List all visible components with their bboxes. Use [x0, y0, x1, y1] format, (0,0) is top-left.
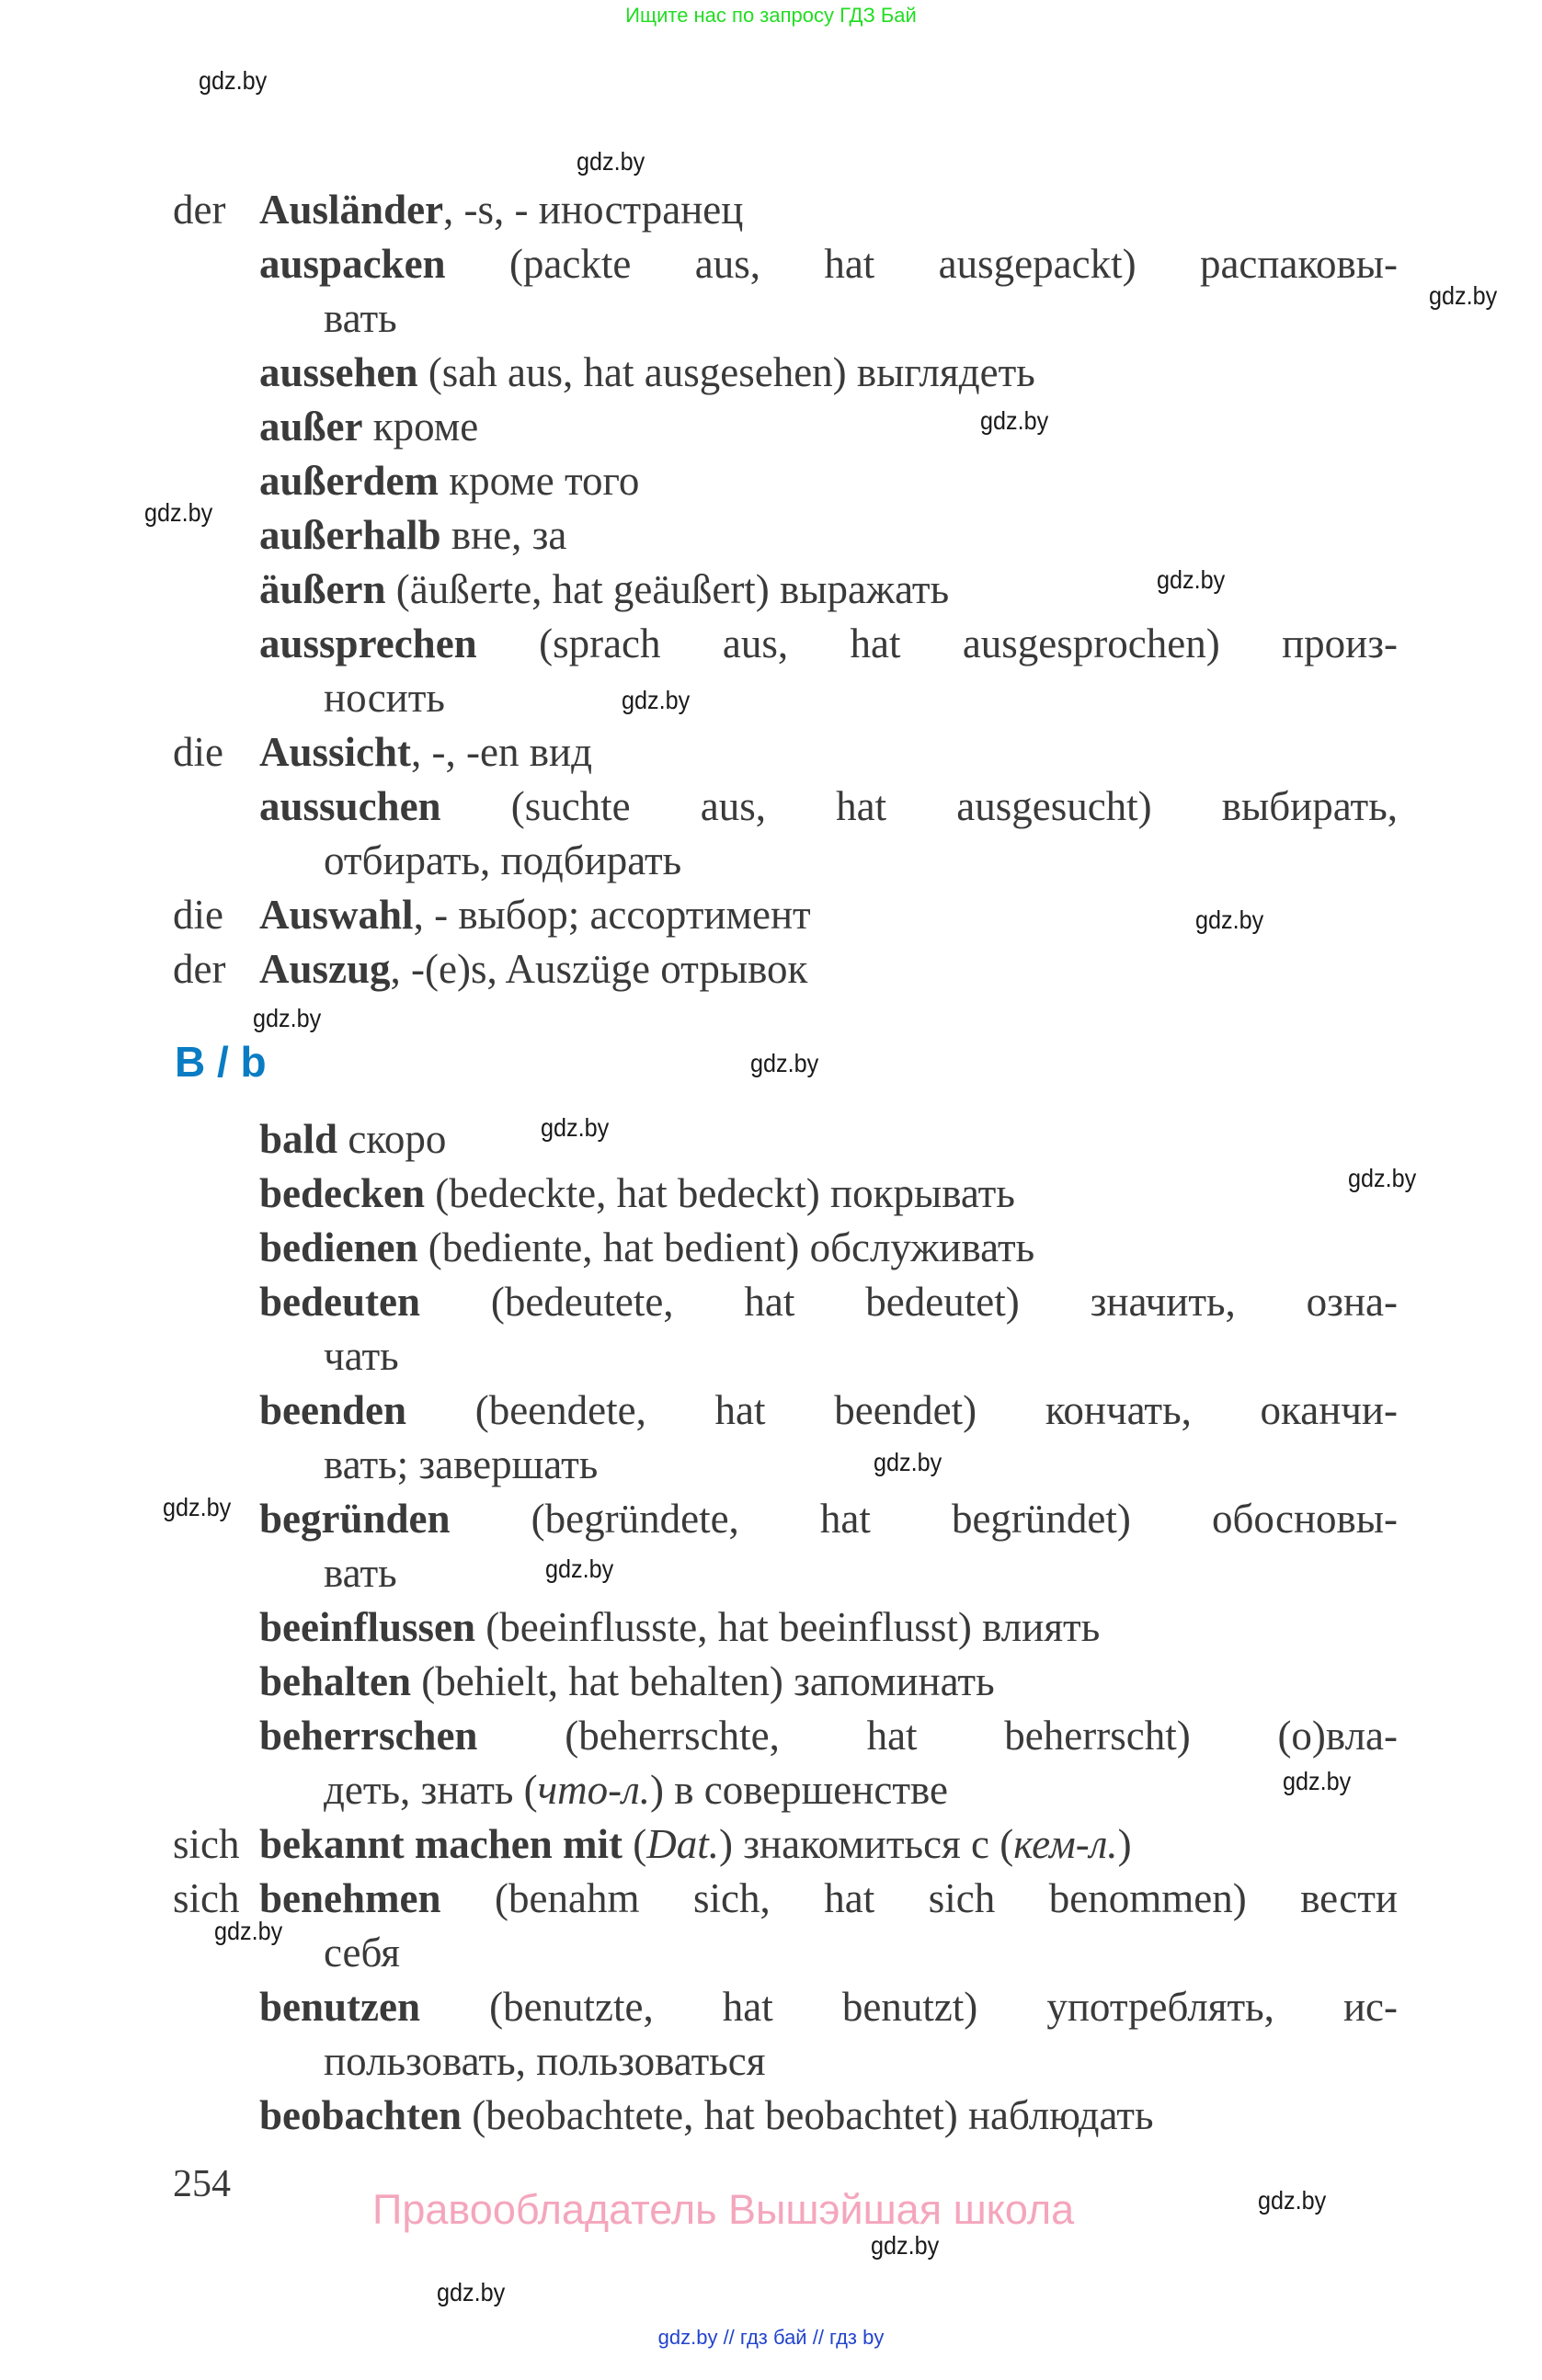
watermark: gdz.by — [214, 1917, 283, 1945]
watermark: gdz.by — [1258, 2186, 1327, 2215]
entry-body — [259, 400, 1398, 454]
dictionary-entry — [0, 1600, 1542, 1655]
entry-text: ( — [623, 1821, 647, 1867]
dictionary-entry — [0, 183, 1542, 237]
entry-text: (benutzte, hat benutzt) употреблять, ис- — [420, 1984, 1398, 2030]
entry-text: (äußerte, hat geäußert) выражать — [385, 566, 950, 612]
entry-text: кроме того — [439, 458, 640, 504]
entry-headword: beherrschen — [259, 1713, 478, 1759]
entry-text: кроме — [362, 404, 479, 450]
entry-body — [324, 291, 1398, 346]
entry-continuation — [0, 834, 1542, 888]
entry-text: , -(e)s, Auszüge отрывок — [390, 946, 808, 992]
entry-body — [259, 2089, 1398, 2143]
entry-body — [259, 563, 1398, 617]
entry-text: вать; завершать — [324, 1441, 599, 1487]
dictionary-entry — [0, 1221, 1542, 1275]
entry-headword: bald — [259, 1116, 338, 1162]
entry-italic-note: Dat. — [646, 1821, 720, 1867]
entry-text: носить — [324, 675, 445, 721]
entry-body — [324, 1438, 1398, 1492]
entry-headword: aussprechen — [259, 621, 477, 666]
entry-body — [259, 1275, 1398, 1329]
entry-text: , - выбор; ассортимент — [413, 892, 811, 938]
entry-headword: aussuchen — [259, 783, 441, 829]
entry-headword: behalten — [259, 1658, 412, 1704]
entry-body — [259, 1112, 1398, 1167]
dictionary-entry — [0, 942, 1542, 996]
entry-body — [324, 834, 1398, 888]
entry-text: (bediente, hat bedient) обслуживать — [417, 1224, 1035, 1270]
copyright-holder: Правообладатель Вышэйшая школа — [372, 2186, 1075, 2233]
entry-headword: benutzen — [259, 1984, 421, 2030]
watermark: gdz.by — [980, 406, 1049, 435]
entry-body — [259, 346, 1398, 400]
entry-text: вать — [324, 295, 397, 341]
entry-text: (beherrschte, hat beherrscht) (о)вла- — [477, 1713, 1398, 1759]
entry-headword: Auswahl — [259, 892, 414, 938]
entry-headword: Aussicht — [259, 729, 412, 775]
entry-text: ) — [1117, 1821, 1132, 1867]
watermark: gdz.by — [622, 686, 691, 714]
entry-body — [259, 1980, 1398, 2034]
entry-body — [259, 1221, 1398, 1275]
watermark: gdz.by — [199, 66, 268, 95]
entry-body — [259, 1817, 1398, 1872]
entry-body — [259, 780, 1398, 834]
entry-text: , -, -en вид — [411, 729, 592, 775]
entry-headword: bekannt machen mit — [259, 1821, 623, 1867]
entry-body — [259, 1709, 1398, 1763]
watermark: gdz.by — [1429, 281, 1498, 310]
watermark: gdz.by — [144, 498, 213, 527]
entry-body — [324, 1926, 1398, 1980]
dictionary-entry — [0, 888, 1542, 942]
dictionary-entry — [0, 400, 1542, 454]
entry-body — [259, 1655, 1398, 1709]
dictionary-entry — [0, 1655, 1542, 1709]
entry-article: die — [173, 892, 223, 938]
entry-text: деть, знать ( — [324, 1767, 538, 1813]
watermark: gdz.by — [1157, 565, 1226, 594]
entry-body — [324, 1763, 1398, 1817]
entry-body — [259, 237, 1398, 291]
entry-headword: begründen — [259, 1496, 451, 1542]
entry-headword: außer — [259, 404, 363, 450]
entry-text: (beobachtete, hat beobachtet) наблюдать — [462, 2092, 1154, 2138]
entry-headword: beeinflussen — [259, 1604, 476, 1650]
entry-article: die — [173, 729, 223, 775]
entry-headword: beobachten — [259, 2092, 463, 2138]
entry-text: (benahm sich, hat sich benommen) вести — [440, 1875, 1398, 1921]
watermark: gdz.by — [1348, 1164, 1417, 1192]
entry-headword: aussehen — [259, 349, 418, 395]
entry-text: (beendete, hat beendet) кончать, оканчи- — [406, 1387, 1398, 1433]
dictionary-entry — [0, 1112, 1542, 1167]
watermark: gdz.by — [874, 1448, 942, 1476]
entry-continuation — [0, 291, 1542, 346]
watermark: gdz.by — [253, 1004, 322, 1032]
dictionary-entry — [0, 508, 1542, 563]
entry-headword: Ausländer — [259, 187, 444, 233]
section-heading-b: B / b — [175, 1038, 267, 1086]
entry-text: ) знакомиться с ( — [719, 1821, 1014, 1867]
watermark: gdz.by — [545, 1554, 614, 1583]
entry-body — [259, 508, 1398, 563]
entry-text: (sah aus, hat ausgesehen) выглядеть — [417, 349, 1035, 395]
entry-text: (bedeutete, hat bedeutet) значить, озна- — [420, 1279, 1398, 1325]
dictionary-entry — [0, 237, 1542, 291]
dictionary-entry — [0, 1492, 1542, 1546]
entry-body — [324, 1329, 1398, 1384]
top-banner: Ищите нас по запросу ГДЗ Бай — [625, 4, 917, 27]
watermark: gdz.by — [750, 1049, 819, 1077]
dictionary-entry — [0, 1275, 1542, 1329]
entry-italic-note: кем-л. — [1013, 1821, 1118, 1867]
dictionary-entry — [0, 346, 1542, 400]
dictionary-entry — [0, 725, 1542, 780]
entry-continuation — [0, 671, 1542, 725]
entry-headword: auspacken — [259, 241, 446, 287]
entry-text: отбирать, подбирать — [324, 837, 682, 883]
entry-text: вне, за — [440, 512, 567, 558]
bottom-links[interactable]: gdz.by // гдз бай // гдз by — [657, 2326, 885, 2349]
entry-body — [259, 183, 1398, 237]
watermark: gdz.by — [1283, 1767, 1352, 1795]
entry-headword: beenden — [259, 1387, 407, 1433]
entry-headword: außerhalb — [259, 512, 441, 558]
entry-italic-note: что-л. — [537, 1767, 650, 1813]
watermark: gdz.by — [577, 147, 645, 176]
entry-body — [259, 617, 1398, 671]
entry-article: der — [173, 187, 226, 233]
entry-text: (beeinflusste, hat beeinflusst) влиять — [475, 1604, 1101, 1650]
entry-headword: benehmen — [259, 1875, 441, 1921]
entry-body — [259, 454, 1398, 508]
entry-headword: bedecken — [259, 1170, 425, 1216]
entry-text: (begründete, hat begründet) обосновы- — [450, 1496, 1398, 1542]
entry-text: себя — [324, 1930, 400, 1976]
entry-body — [259, 1872, 1398, 1926]
entry-text: (sprach aus, hat ausgesprochen) произ- — [476, 621, 1398, 666]
entry-continuation — [0, 1438, 1542, 1492]
entry-headword: Auszug — [259, 946, 391, 992]
dictionary-entry — [0, 780, 1542, 834]
entry-text: чать — [324, 1333, 399, 1379]
dictionary-entry — [0, 1709, 1542, 1763]
entry-headword: bedeuten — [259, 1279, 421, 1325]
watermark: gdz.by — [163, 1493, 232, 1521]
entry-text: вать — [324, 1550, 397, 1596]
entry-body — [259, 1600, 1398, 1655]
dictionary-entry — [0, 1817, 1542, 1872]
entry-article: sich — [173, 1875, 240, 1921]
entry-body — [259, 725, 1398, 780]
entry-text: пользовать, пользоваться — [324, 2038, 766, 2084]
dictionary-entry — [0, 454, 1542, 508]
entry-text: (bedeckte, hat bedeckt) покрывать — [425, 1170, 1015, 1216]
entry-body — [324, 1546, 1398, 1600]
watermark: gdz.by — [541, 1113, 610, 1142]
watermark: gdz.by — [1195, 905, 1264, 934]
dictionary-entry — [0, 617, 1542, 671]
entry-text: (packte aus, hat ausgepackt) распаковы- — [445, 241, 1398, 287]
entry-text: ) в совершенстве — [649, 1767, 948, 1813]
entry-continuation — [0, 2034, 1542, 2089]
watermark: gdz.by — [871, 2231, 940, 2260]
entry-body — [259, 1492, 1398, 1546]
entry-body — [259, 942, 1398, 996]
entry-text: (suchte aus, hat ausgesucht) выбирать, — [440, 783, 1398, 829]
entry-body — [324, 2034, 1398, 2089]
dictionary-entry — [0, 1384, 1542, 1438]
entry-body — [324, 671, 1398, 725]
dictionary-entry — [0, 2089, 1542, 2143]
dictionary-entry — [0, 1167, 1542, 1221]
dictionary-entry — [0, 563, 1542, 617]
watermark: gdz.by — [437, 2278, 506, 2306]
entry-article: der — [173, 946, 226, 992]
entry-continuation — [0, 1329, 1542, 1384]
entry-text: , -s, - иностранец — [443, 187, 744, 233]
entry-continuation — [0, 1546, 1542, 1600]
entry-text: (behielt, hat behalten) запоминать — [411, 1658, 995, 1704]
dictionary-entry — [0, 1980, 1542, 2034]
entry-headword: bedienen — [259, 1224, 418, 1270]
entry-body — [259, 1384, 1398, 1438]
entry-article: sich — [173, 1821, 240, 1867]
entry-body — [259, 1167, 1398, 1221]
page-number: 254 — [173, 2163, 231, 2205]
entry-headword: außerdem — [259, 458, 439, 504]
entry-headword: äußern — [259, 566, 386, 612]
entry-text: скоро — [337, 1116, 447, 1162]
